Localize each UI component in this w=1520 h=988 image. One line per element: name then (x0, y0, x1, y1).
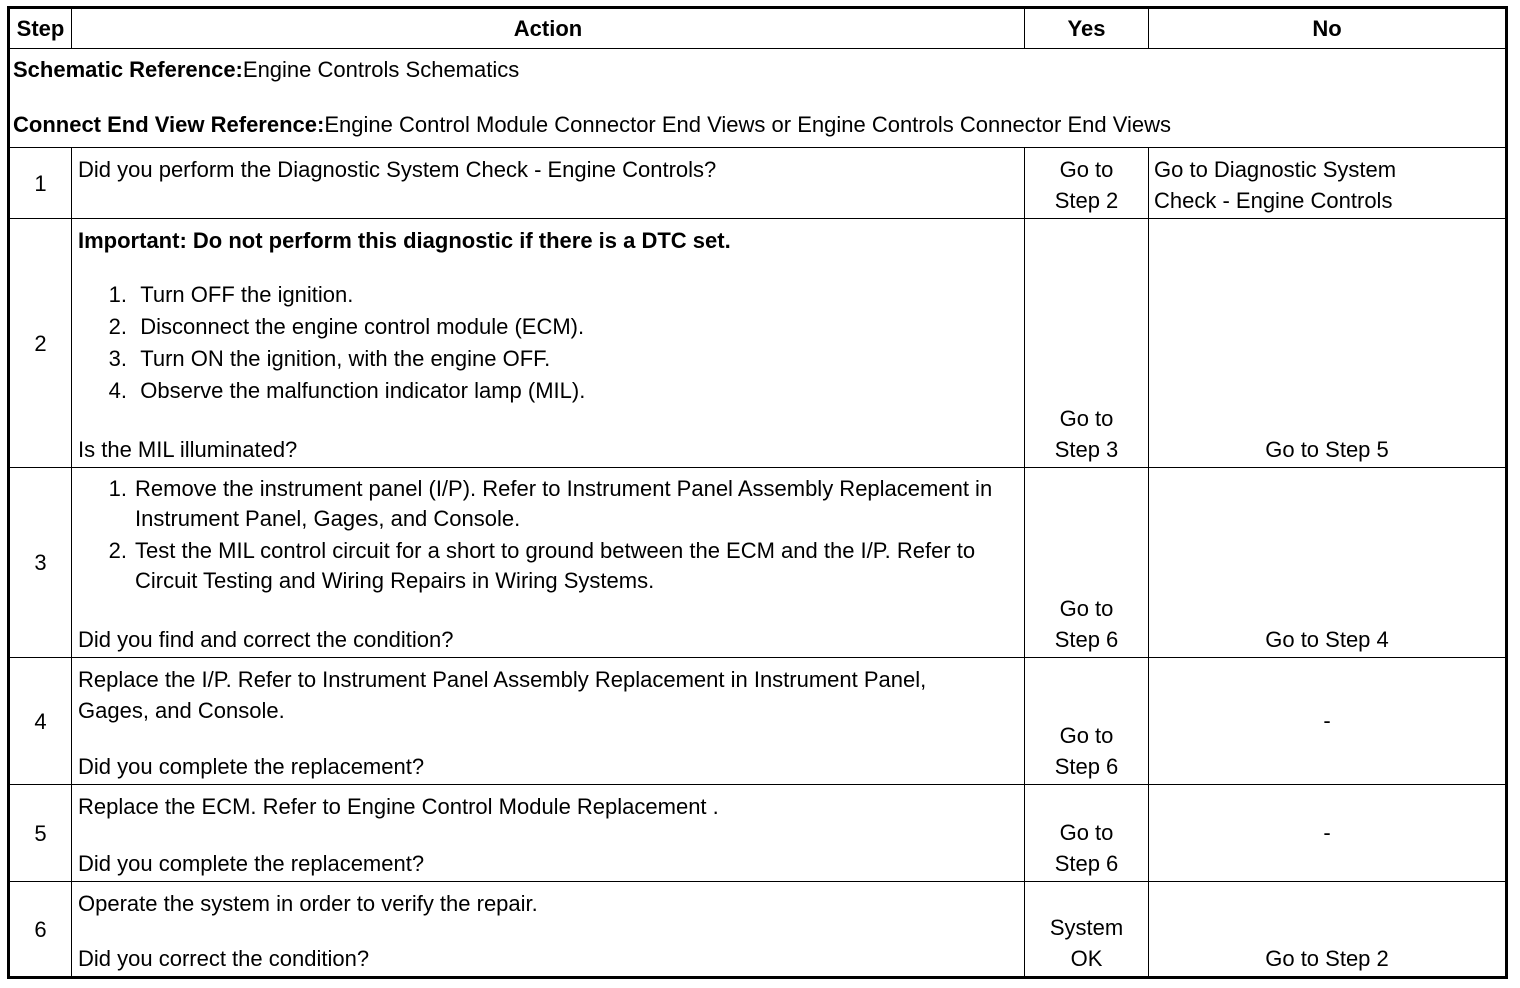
list-text: Disconnect the engine control module (ECM). (140, 314, 585, 339)
no-line: Go to Diagnostic System (1154, 157, 1397, 182)
diagnostic-table (7, 6, 1508, 979)
no-cell (1149, 148, 1507, 219)
list-item (78, 312, 1018, 342)
procedure-list (78, 474, 1018, 596)
header-step: Step (9, 8, 72, 49)
yes-cell (1025, 882, 1149, 978)
action-text: Replace the I/P. Refer to Instrument Panel Assembly Replacement in Instrument Panel, Gages, and Console. (78, 667, 927, 723)
connector-reference (13, 112, 1502, 137)
list-item (78, 344, 1018, 374)
step-number: 5 (9, 785, 72, 882)
list-item (78, 474, 1018, 534)
question-text: Is the MIL illuminated? (78, 437, 298, 462)
no-cell: - (1149, 785, 1507, 882)
procedure-list (78, 280, 1018, 406)
question-text: Did you find and correct the condition? (78, 627, 454, 652)
yes-cell (1025, 219, 1149, 468)
question-text: Did you complete the replacement? (78, 851, 425, 876)
table-row (9, 148, 1507, 219)
action-cell (72, 219, 1025, 468)
yes-cell (1025, 658, 1149, 785)
table-row (9, 219, 1507, 468)
list-item (78, 536, 1018, 596)
no-cell: Go to Step 5 (1149, 219, 1507, 468)
action-cell (72, 658, 1025, 785)
list-number: 2. (108, 538, 127, 563)
list-text: Turn OFF the ignition. (140, 282, 354, 307)
important-note: Important: Do not perform this diagnostic if there is a DTC set. (78, 228, 731, 253)
step-number: 3 (9, 468, 72, 658)
header-yes: Yes (1025, 8, 1149, 49)
step-number: 2 (9, 219, 72, 468)
yes-line: Go to (1059, 596, 1114, 621)
action-cell (72, 148, 1025, 219)
action-text: Did you perform the Diagnostic System Check - Engine Controls? (78, 157, 717, 182)
yes-line: Go to (1059, 157, 1114, 182)
step-number: 4 (9, 658, 72, 785)
reference-cell (9, 49, 1507, 148)
list-text: Test the MIL control circuit for a short to ground between the ECM and the I/P. Refer to Circuit Testing and Wiring Repairs in Wiring Systems. (135, 538, 976, 593)
yes-line: Step 6 (1054, 754, 1119, 779)
table-row (9, 658, 1507, 785)
table-row (9, 785, 1507, 882)
connector-reference-label: Connect End View Reference: (13, 112, 325, 137)
list-number: 2. (108, 314, 127, 339)
reference-row (9, 49, 1507, 148)
step-number: 6 (9, 882, 72, 978)
list-item (78, 280, 1018, 310)
header-row (9, 8, 1507, 49)
list-text: Observe the malfunction indicator lamp (MIL). (140, 378, 586, 403)
action-text: Replace the ECM. Refer to Engine Control Module Replacement . (78, 794, 719, 819)
yes-line: Step 2 (1054, 188, 1119, 213)
no-line: Check - Engine Controls (1154, 188, 1393, 213)
list-text: Remove the instrument panel (I/P). Refer to Instrument Panel Assembly Replacement in Instrument Panel, Gages, and Console. (135, 476, 993, 531)
list-text: Turn ON the ignition, with the engine OFF. (140, 346, 551, 371)
yes-line: Step 3 (1054, 437, 1119, 462)
question-text: Did you correct the condition? (78, 946, 370, 971)
list-number: 1. (108, 476, 127, 501)
list-number: 3. (108, 346, 127, 371)
yes-line: OK (1070, 946, 1103, 971)
action-cell (72, 785, 1025, 882)
no-cell: - (1149, 658, 1507, 785)
question-text: Did you complete the replacement? (78, 754, 425, 779)
yes-line: Step 6 (1054, 627, 1119, 652)
no-cell: Go to Step 2 (1149, 882, 1507, 978)
list-number: 4. (108, 378, 127, 403)
table-row (9, 468, 1507, 658)
action-cell (72, 468, 1025, 658)
table-row (9, 882, 1507, 978)
list-item (78, 376, 1018, 406)
header-action: Action (72, 8, 1025, 49)
step-number: 1 (9, 148, 72, 219)
list-number: 1. (108, 282, 127, 307)
yes-cell (1025, 785, 1149, 882)
action-text: Operate the system in order to verify the repair. (78, 891, 538, 916)
yes-cell (1025, 148, 1149, 219)
schematic-reference-value: Engine Controls Schematics (242, 57, 520, 82)
no-cell: Go to Step 4 (1149, 468, 1507, 658)
yes-line: System (1049, 915, 1124, 940)
yes-line: Step 6 (1054, 851, 1119, 876)
connector-reference-value: Engine Control Module Connector End Views or Engine Controls Connector End Views (324, 112, 1172, 137)
yes-line: Go to (1059, 723, 1114, 748)
action-cell (72, 882, 1025, 978)
yes-line: Go to (1059, 820, 1114, 845)
header-no: No (1149, 8, 1507, 49)
yes-line: Go to (1059, 406, 1114, 431)
schematic-reference-label: Schematic Reference: (13, 57, 243, 82)
yes-cell (1025, 468, 1149, 658)
schematic-reference (13, 57, 1502, 82)
